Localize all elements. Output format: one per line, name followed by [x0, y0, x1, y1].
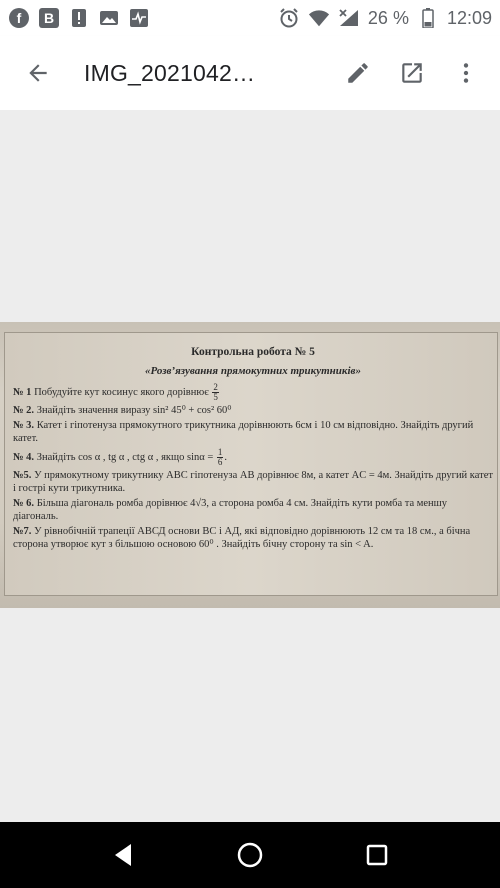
doc-subtitle: «Розв’язування прямокутних трикутників» — [145, 365, 361, 378]
fraction: $\frac{2}{5}$ — [213, 382, 218, 403]
open-with-button[interactable] — [388, 49, 436, 97]
edit-pencil-icon — [345, 60, 371, 86]
clock: 12:09 — [446, 7, 492, 28]
document-photo — [0, 322, 500, 608]
wifi-icon — [308, 7, 330, 29]
nav-recents-button[interactable] — [357, 835, 397, 875]
open-in-new-icon — [399, 60, 425, 86]
gallery-icon — [98, 7, 120, 29]
file-title: IMG_2021042… — [84, 59, 256, 86]
task-7: №7. У рівнобічній трапеції АВСД основи ВС і АД, які відповідно дорівнюють 12 см та 18 см., а бічна сторона утворює кут з більшою основою 60⁰ . Знайдіть бічну сторону та sin < A. — [13, 526, 471, 551]
back-triangle-icon — [111, 842, 135, 868]
activity-icon — [128, 7, 150, 29]
image-viewer[interactable] — [0, 110, 500, 822]
document-text — [13, 345, 493, 551]
alarm-icon — [278, 7, 300, 29]
nav-back-button[interactable] — [103, 835, 143, 875]
back-button[interactable] — [14, 49, 62, 97]
fraction: $\frac{1}{6}$ — [217, 446, 223, 467]
app-bar — [0, 36, 500, 110]
alert-icon — [68, 7, 90, 29]
task-1: № 1 Побудуйте кут косинус якого дорівнює $\frac{2}{5}$ — [13, 382, 218, 403]
doc-title: Контрольна робота № 5 — [191, 346, 315, 358]
task-5: №5. У прямокутному трикутнику ABC гіпотенуза AB дорівнює 8м, а катет AC = 4м. Знайдіть другий катет і гострі кути трикутника. — [13, 469, 493, 494]
task-6: № 6. Більша діагональ ромба дорівнює 4√3, а сторона ромба 4 см. Знайдіть кути ромба та меншу діагональ. — [13, 497, 448, 522]
nav-home-button[interactable] — [230, 835, 270, 875]
edit-button[interactable] — [334, 49, 382, 97]
more-options-button[interactable] — [442, 49, 490, 97]
more-vert-icon — [453, 60, 479, 86]
home-circle-icon — [236, 841, 264, 869]
task-3: № 3. Катет і гіпотенуза прямокутного трикутника дорівнюють 6см і 10 см відповідно. Знайдіть другий катет. — [13, 420, 474, 445]
battery-icon — [417, 7, 439, 29]
signal-icon — [338, 7, 360, 29]
battery-percent: 26 % — [367, 7, 409, 28]
back-arrow-icon — [25, 60, 51, 86]
system-nav-bar — [0, 822, 500, 888]
recents-square-icon — [365, 843, 389, 867]
task-2: № 2. Знайдіть значення виразу sin² 45⁰ + cos² 60⁰ — [13, 405, 232, 417]
task-4: № 4. Знайдіть cos α , tg α , ctg α , якщо sinα = $\frac{1}{6}$ . — [13, 446, 228, 467]
facebook-icon: f — [8, 7, 30, 29]
status-bar — [0, 0, 500, 36]
b-app-icon: B — [38, 7, 60, 29]
paper-sheet — [4, 332, 498, 596]
